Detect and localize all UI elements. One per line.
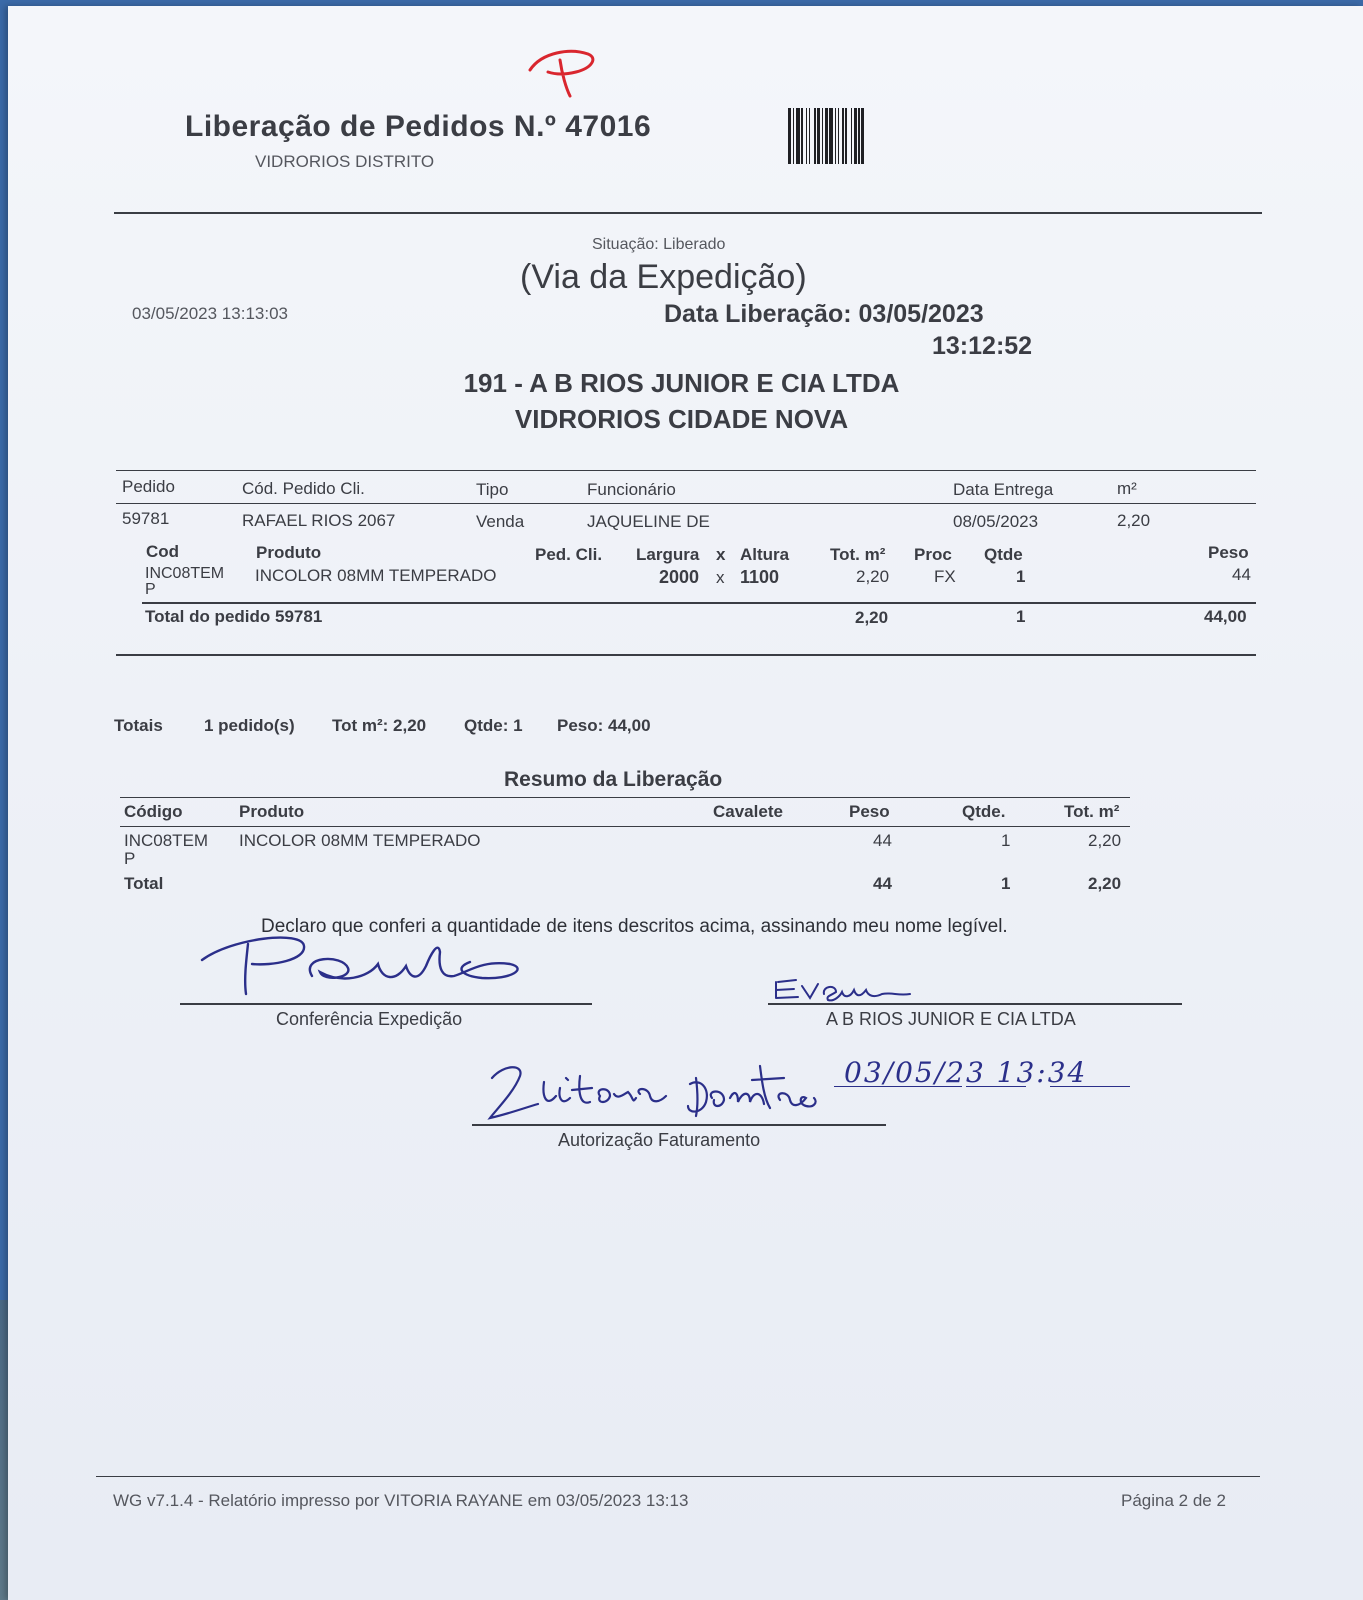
footer-print-info: WG v7.1.4 - Relatório impresso por VITORIA RAYANE em 03/05/2023 13:13 (113, 1491, 689, 1510)
divider (120, 797, 1130, 798)
cell-data-entrega: 08/05/2023 (953, 512, 1039, 531)
totals-tot-m2: Tot m²: 2,20 (332, 716, 427, 735)
document-subtitle: VIDRORIOS DISTRITO (255, 152, 435, 171)
document-title: Liberação de Pedidos N.º 47016 (185, 110, 652, 143)
item-produto: INCOLOR 08MM TEMPERADO (255, 566, 497, 585)
barcode-bar (864, 108, 866, 164)
summary-codigo-line1: INC08TEM (124, 831, 209, 850)
summary-header-cavalete: Cavalete (713, 802, 783, 821)
item-cod-line2: P (145, 581, 156, 598)
status-text: Situação: Liberado (592, 236, 726, 253)
cell-cod-pedido-cli: RAFAEL RIOS 2067 (242, 511, 396, 530)
header-data-entrega: Data Entrega (953, 480, 1054, 499)
divider (116, 654, 1256, 656)
signature-label-empresa: A B RIOS JUNIOR E CIA LTDA (826, 1009, 1076, 1029)
item-header-produto: Produto (256, 543, 322, 562)
divider (120, 826, 1130, 827)
copy-type-heading: (Via da Expedição) (520, 258, 807, 296)
signature-line (768, 1003, 1182, 1005)
date-underline (1050, 1086, 1130, 1087)
summary-header-peso: Peso (849, 802, 890, 821)
summary-header-produto: Produto (239, 802, 305, 821)
item-cod-line1: INC08TEM (145, 565, 225, 582)
item-header-qtde: Qtde (984, 545, 1023, 564)
item-altura: 1100 (740, 567, 780, 587)
signature-line (180, 1003, 592, 1005)
header-cod-pedido-cli: Cód. Pedido Cli. (242, 479, 365, 498)
release-time: 13:12:52 (932, 332, 1033, 360)
summary-codigo-line2: P (124, 849, 136, 868)
cell-tipo: Venda (476, 512, 525, 531)
signature-empresa (770, 972, 930, 1004)
item-header-tot-m2: Tot. m² (830, 545, 886, 564)
barcode (788, 108, 988, 164)
summary-header-qtde: Qtde. (962, 802, 1006, 821)
summary-total-tot-m2: 2,20 (1088, 874, 1122, 893)
date-underline (966, 1086, 1026, 1087)
divider (142, 602, 1256, 604)
summary-header-tot-m2: Tot. m² (1064, 802, 1120, 821)
release-date: Data Liberação: 03/05/2023 (664, 300, 984, 328)
summary-total-label: Total (124, 874, 164, 893)
signature-autorizacao (484, 1058, 824, 1128)
item-x: x (716, 568, 725, 587)
item-qtde: 1 (1016, 567, 1026, 586)
printed-datetime: 03/05/2023 13:13:03 (132, 304, 288, 323)
summary-tot-m2: 2,20 (1088, 831, 1122, 850)
handwritten-date: 03/05/23 13:34 (844, 1056, 1088, 1089)
item-header-proc: Proc (914, 545, 952, 564)
totals-qtde: Qtde: 1 (464, 716, 523, 735)
item-proc: FX (934, 567, 956, 586)
signature-label-conferencia: Conferência Expedição (276, 1009, 463, 1029)
summary-total-peso: 44 (873, 874, 892, 893)
header-funcionario: Funcionário (587, 480, 676, 499)
item-header-x: x (716, 545, 726, 564)
item-header-peso: Peso (1208, 543, 1249, 562)
date-underline (834, 1086, 962, 1087)
signature-conferencia (192, 932, 552, 1004)
item-largura: 2000 (659, 567, 700, 587)
cell-m2: 2,20 (1117, 511, 1151, 530)
totals-label: Totais (114, 716, 163, 735)
header-pedido: Pedido (122, 477, 175, 496)
summary-peso: 44 (873, 831, 892, 850)
item-tot-m2: 2,20 (856, 567, 890, 586)
item-peso: 44 (1232, 565, 1251, 584)
item-header-cod: Cod (146, 542, 180, 561)
page-number: Página 2 de 2 (1121, 1491, 1226, 1510)
divider (116, 470, 1256, 471)
summary-qtde: 1 (1001, 831, 1011, 850)
signature-label-autorizacao: Autorização Faturamento (558, 1130, 761, 1150)
cell-funcionario: JAQUELINE DE (587, 512, 710, 531)
client-branch: VIDRORIOS CIDADE NOVA (514, 404, 849, 434)
declaration-text: Declaro que conferi a quantidade de itens descritos acima, assinando meu nome legível. (261, 916, 1008, 937)
item-header-ped-cli: Ped. Cli. (535, 545, 603, 564)
divider (114, 212, 1262, 214)
totals-pedidos: 1 pedido(s) (204, 716, 295, 735)
header-tipo: Tipo (476, 480, 509, 499)
cell-pedido: 59781 (122, 509, 170, 528)
item-header-altura: Altura (740, 545, 790, 564)
order-total-qtde: 1 (1016, 607, 1026, 626)
header-m2: m² (1117, 479, 1137, 498)
order-total-label: Total do pedido 59781 (145, 607, 323, 626)
signature-line (472, 1124, 886, 1126)
order-total-m2: 2,20 (855, 608, 889, 627)
summary-produto: INCOLOR 08MM TEMPERADO (239, 831, 481, 850)
item-header-largura: Largura (636, 545, 700, 564)
client-name: 191 - A B RIOS JUNIOR E CIA LTDA (463, 368, 900, 398)
red-handwritten-mark (524, 44, 604, 100)
order-total-peso: 44,00 (1204, 607, 1247, 626)
divider (116, 503, 1256, 504)
footer-divider (96, 1476, 1260, 1477)
summary-header-codigo: Código (124, 802, 183, 821)
summary-total-qtde: 1 (1001, 874, 1011, 893)
summary-title: Resumo da Liberação (504, 768, 723, 791)
totals-peso: Peso: 44,00 (557, 716, 651, 735)
